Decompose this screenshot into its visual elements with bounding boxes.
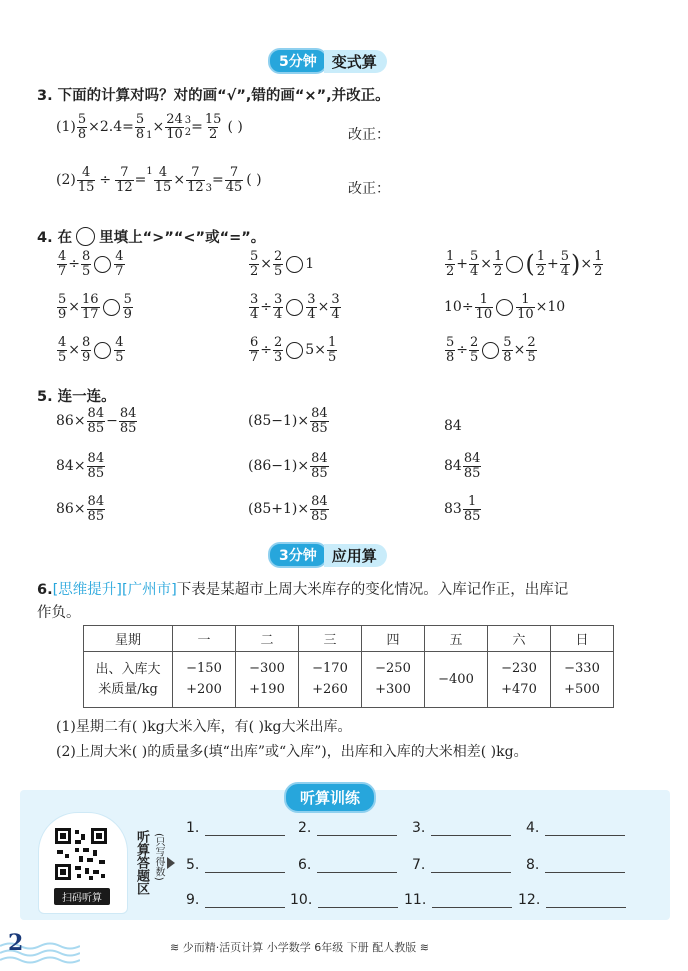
fraction: $\frac{4}{15}$	[77, 165, 95, 195]
page-number: 2	[8, 930, 24, 956]
table-header-row: 星期 一 二 三 四 五 六 日	[84, 626, 614, 652]
answer-blank[interactable]: 7.	[412, 857, 511, 873]
q4-r2c1: $\frac{5}{9}$ × $\frac{16}{17}$ $\frac{5}{9}$	[58, 292, 132, 322]
question-6-line1: 6.[思维提升][广州市]下表是某超市上周大米库存的变化情况。入库记作正，出库记	[37, 582, 569, 598]
fraction: $\frac{4}{15}$	[154, 165, 172, 195]
q4-r2c2: $\frac{3}{4}$ ÷ $\frac{3}{4}$ $\frac{3}{4}$ × $\frac{3}{4}$	[250, 292, 340, 322]
q4-r3c2: $\frac{6}{7}$ ÷ $\frac{2}{3}$ 5× $\frac{1}{5}$	[250, 335, 337, 365]
q4-r1c2: $\frac{5}{2}$ × $\frac{2}{5}$ 1	[250, 249, 315, 279]
match-left-3[interactable]: 86× $\frac{84}{85}$	[56, 494, 105, 524]
match-right-2[interactable]: 84 $\frac{84}{85}$	[444, 451, 481, 481]
answer-area-note: (只写得数)	[153, 833, 164, 881]
q4-grid	[56, 248, 676, 378]
answer-blank[interactable]: 5.	[186, 857, 285, 873]
match-left-1[interactable]: 86× $\frac{84}{85}$ − $\frac{84}{85}$	[56, 406, 137, 436]
q6-sub2[interactable]: (2)上周大米( )的质量多(填“出库”或“入库”)，出库和入库的大米相差( )kg。	[56, 744, 528, 760]
answer-area-label: 听算答题区	[134, 830, 149, 895]
fraction: $\frac{7}{45}$	[225, 165, 243, 195]
q4-r3c1: $\frac{4}{5}$ × $\frac{8}{9}$ $\frac{4}{5}$	[58, 335, 124, 365]
qr-label: 扫码听算	[54, 888, 110, 905]
q3-item-2: (2) $\frac{4}{15}$ ÷ $\frac{7}{12}$ = 1 $\frac{4}{15}$ × $\frac{7}{12}$ 3 = $\frac{7}{45}$ ( )	[56, 165, 262, 195]
fraction: $\frac{5}{8}$	[77, 112, 87, 142]
answer-blank[interactable]: 2.	[298, 820, 397, 836]
answer-paren[interactable]: ( )	[227, 119, 243, 136]
answer-blank[interactable]: 6.	[298, 857, 397, 873]
q4-r3c3: $\frac{5}{8}$ ÷ $\frac{2}{5}$ $\frac{5}{8}$ × $\frac{2}{5}$	[446, 335, 536, 365]
q4-r1c1: $\frac{4}{7}$ ÷ $\frac{8}{5}$ $\frac{4}{7}$	[58, 249, 124, 279]
fraction: $\frac{5}{8}$	[135, 112, 145, 142]
compare-circle[interactable]	[94, 342, 111, 359]
answer-blank[interactable]: 10.	[290, 892, 398, 908]
arrow-right-icon	[167, 857, 175, 869]
q4-r2c3: 10÷ $\frac{1}{10}$ $\frac{1}{10}$ ×10	[444, 292, 566, 322]
fraction: $\frac{7}{12}$	[187, 165, 204, 195]
table-row: 出、入库大 米质量/kg −150 +200 −300 +190 −170 +260 −250 +300 −400 −230 +470 −330 +500	[84, 652, 614, 708]
match-mid-1[interactable]: (85−1)× $\frac{84}{85}$	[248, 406, 328, 436]
compare-circle-icon	[76, 227, 95, 246]
compare-circle[interactable]	[286, 256, 303, 273]
q6-sub1[interactable]: (1)星期二有( )kg大米入库，有( )kg大米出库。	[56, 719, 352, 735]
fraction: $\frac{24}{10}$	[166, 112, 183, 142]
compare-circle[interactable]	[482, 342, 499, 359]
match-right-1[interactable]: 84	[444, 418, 462, 434]
compare-circle[interactable]	[94, 256, 111, 273]
q4-r1c3: $\frac{1}{2}$ + $\frac{5}{4}$ × $\frac{1}{2}$ ( $\frac{1}{2}$ + $\frac{5}{4}$ ) × $\frac{1}{2}$	[446, 249, 603, 279]
qr-code-icon[interactable]	[53, 826, 109, 882]
match-mid-3[interactable]: (85+1)× $\frac{84}{85}$	[248, 494, 328, 524]
correction-label: 改正：	[348, 181, 390, 197]
answer-blank[interactable]: 11.	[404, 892, 512, 908]
compare-circle[interactable]	[286, 299, 303, 316]
match-mid-2[interactable]: (86−1)× $\frac{84}{85}$	[248, 451, 328, 481]
question-3-title: 3. 下面的计算对吗？对的画“√”,错的画“×”,并改正。	[37, 88, 390, 104]
answer-blank[interactable]: 8.	[526, 857, 625, 873]
answer-paren[interactable]: ( )	[246, 172, 262, 189]
section-title: 变式算	[324, 50, 387, 73]
section-header-practice	[268, 50, 387, 72]
answer-blank[interactable]: 12.	[518, 892, 626, 908]
question-4-title: 4. 在 里填上“>”“<”或“=”。	[37, 226, 265, 247]
footer-text: ≋ 少而精·活页计算 小学数学 6年级 下册 配人教版 ≋	[170, 941, 429, 954]
tag-city: [广州市]	[121, 582, 177, 598]
fraction: $\frac{7}{12}$	[116, 165, 133, 195]
tag-thinking: [思维提升]	[52, 582, 122, 598]
answer-blank[interactable]: 4.	[526, 820, 625, 836]
fraction: $\frac{15}{2}$	[204, 112, 222, 142]
match-right-3[interactable]: 83 $\frac{1}{85}$	[444, 494, 481, 524]
rice-stock-table	[83, 625, 614, 708]
minutes-badge: 3分钟	[268, 542, 328, 568]
compare-circle[interactable]	[496, 299, 513, 316]
section-header-application	[268, 544, 387, 566]
correction-label: 改正：	[348, 127, 390, 143]
section-title: 应用算	[324, 544, 387, 567]
compare-circle[interactable]	[103, 299, 120, 316]
q3-item-1: (1) $\frac{5}{8}$ ×2.4= $\frac{5}{8}$ 1 × $\frac{24}{10}$ 3 2 = $\frac{15}{2}$ ( )	[56, 112, 243, 142]
q5-match	[56, 405, 656, 535]
answer-blank[interactable]: 9.	[186, 892, 285, 908]
match-left-2[interactable]: 84× $\frac{84}{85}$	[56, 451, 105, 481]
answer-blank[interactable]: 1.	[186, 820, 285, 836]
compare-circle[interactable]	[286, 342, 303, 359]
minutes-badge: 5分钟	[268, 48, 328, 74]
question-5-title: 5. 连一连。	[37, 389, 116, 405]
answer-blank[interactable]: 3.	[412, 820, 511, 836]
question-6-line2: 作负。	[37, 605, 81, 621]
compare-circle[interactable]	[506, 256, 523, 273]
listening-title: 听算训练	[284, 782, 376, 813]
